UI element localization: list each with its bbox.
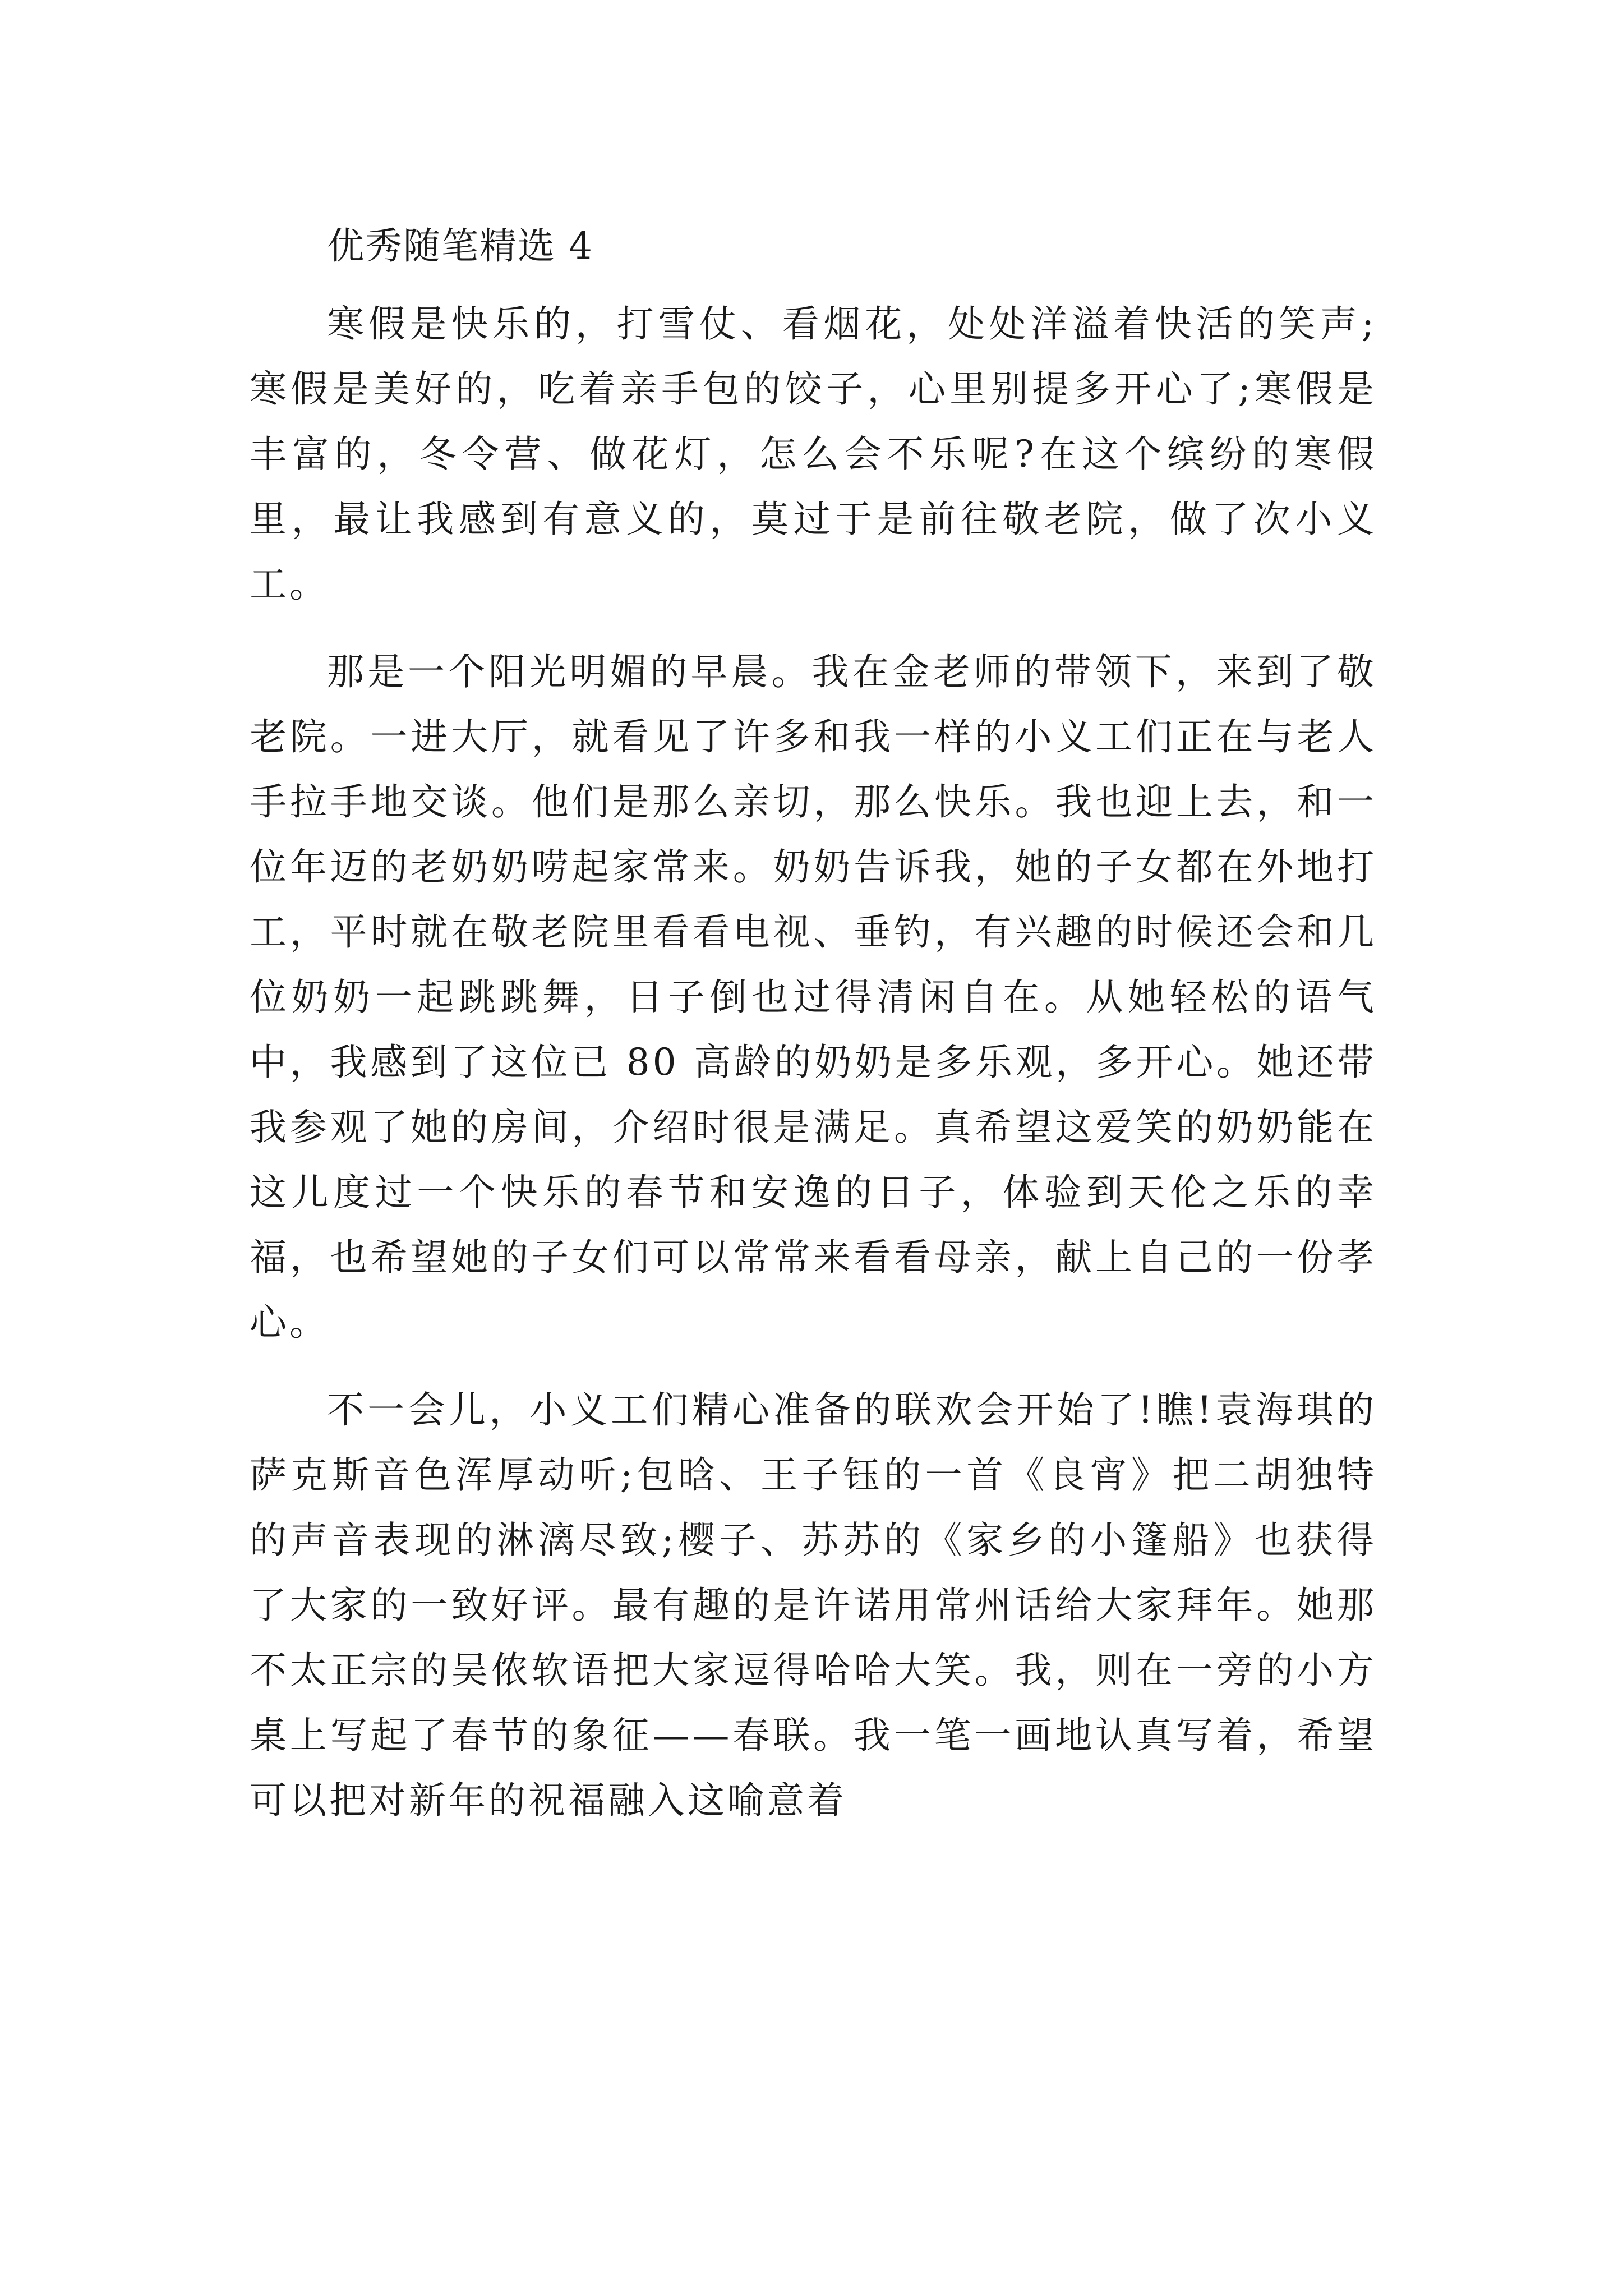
- document-heading: 优秀随笔精选 4: [327, 224, 593, 268]
- text-column: [250, 215, 1377, 1833]
- paragraph-2: 那是一个阳光明媚的早晨。我在金老师的带领下，来到了敬老院。一进大厅，就看见了许多和我一样的小义工们正在与老人手拉手地交谈。他们是那么亲切，那么快乐。我也迎上去，和一位年迈的老奶奶唠起家常来。奶奶告诉我，她的子女都在外地打工，平时就在敬老院里看看电视、垂钓，有兴趣的时候还会和几位奶奶一起跳跳舞，日子倒也过得清闲自在。从她轻松的语气中，我感到了这位已 80 高龄的奶奶是多乐观，多开心。她还带我参观了她的房间，介绍时很是满足。真希望这爱笑的奶奶能在这儿度过一个快乐的春节和安逸的日子，体验到天伦之乐的幸福，也希望她的子女们可以常常来看看母亲，献上自己的一份孝心。: [250, 650, 1377, 1344]
- paragraph-1: 寒假是快乐的，打雪仗、看烟花，处处洋溢着快活的笑声;寒假是美好的，吃着亲手包的饺子，心里别提多开心了;寒假是丰富的，冬令营、做花灯，怎么会不乐呢?在这个缤纷的寒假里，最让我感到有意义的，莫过于是前往敬老院，做了次小义工。: [250, 302, 1377, 606]
- paragraph-3: 不一会儿，小义工们精心准备的联欢会开始了!瞧!袁海琪的萨克斯音色浑厚动听;包晗、王子钰的一首《良宵》把二胡独特的声音表现的淋漓尽致;樱子、苏苏的《家乡的小篷船》也获得了大家的一致好评。最有趣的是许诺用常州话给大家拜年。她那不太正宗的吴侬软语把大家逗得哈哈大笑。我，则在一旁的小方桌上写起了春节的象征——春联。我一笔一画地认真写着，希望可以把对新年的祝福融入这喻意着: [250, 1388, 1377, 1822]
